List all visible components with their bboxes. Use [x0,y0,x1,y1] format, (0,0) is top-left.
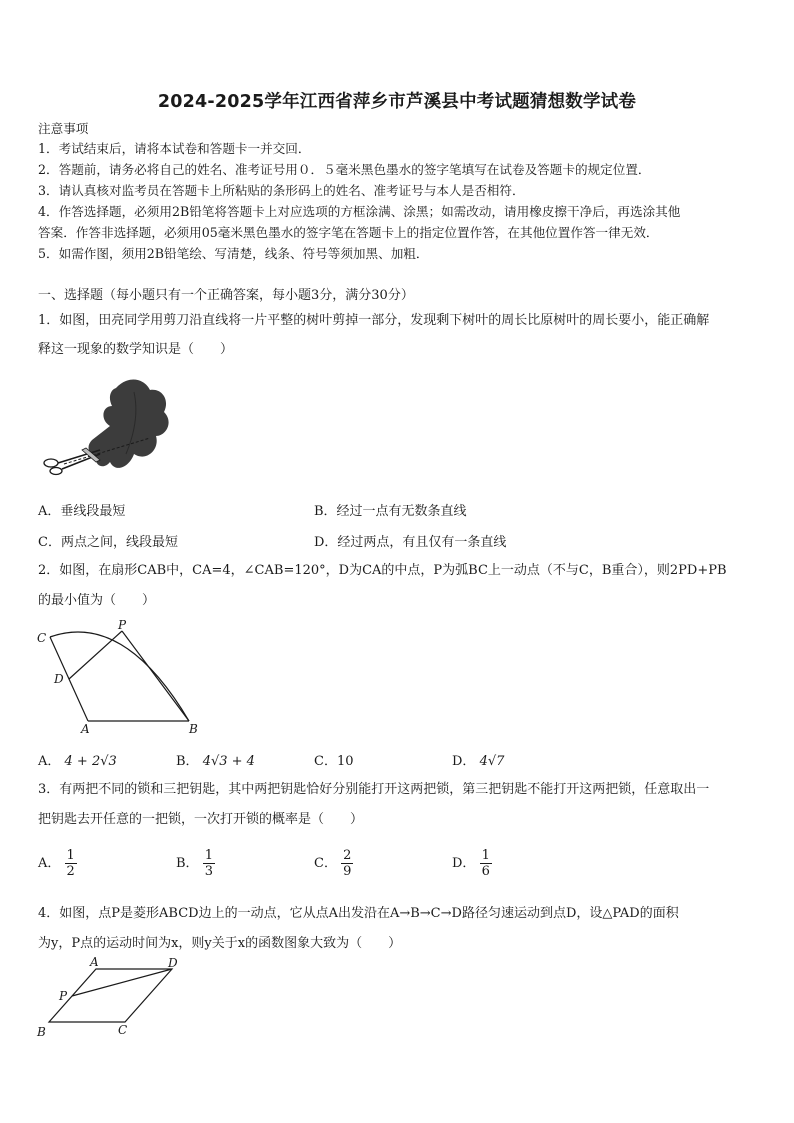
q3-option-d [452,848,492,879]
q3-option-b-num: 1 [204,848,213,863]
q3-stem-line1: 3．有两把不同的锁和三把钥匙，其中两把钥匙恰好分别能打开这两把锁，第三把钥匙不能打开这两把锁，任意取出一 [38,782,710,797]
q3-option-a-num: 1 [66,848,75,863]
label-p: P [118,618,127,632]
q3-option-d-fraction [480,848,492,879]
notice-item-2: 2．答题前，请务必将自己的姓名、准考证号用０．５毫米黑色墨水的签字笔填写在试卷及答题卡的规定位置． [38,162,651,177]
page-title: 2024-2025学年江西省萍乡市芦溪县中考试题猜想数学试卷 [157,92,637,112]
q3-option-c [314,848,353,879]
leaf-scissors-figure [38,370,178,488]
label-a: A [90,956,99,969]
q2-option-a-label: A． [38,754,61,769]
section-heading: 一、选择题（每小题只有一个正确答案，每小题3分，满分30分） [38,288,414,303]
q1-option-a: A．垂线段最短 [38,504,126,519]
q3-option-b-label: B． [176,856,199,871]
notice-item-3: 3．请认真核对监考员在答题卡上所粘贴的条形码上的姓名、准考证号与本人是否相符． [38,183,525,198]
segment-dp [69,631,122,679]
q3-option-d-den: 6 [481,864,490,879]
q2-stem-line1: 2．如图，在扇形CAB中，CA=4，∠CAB=120°，D为CA的中点，P为弧BC上一动点（不与C，B重合），则2PD+PB [38,563,727,578]
leaf-shape [89,380,169,468]
q3-option-a-den: 2 [66,864,75,879]
q3-option-d-num: 1 [481,848,490,863]
scissors-icon [44,448,100,475]
q2-option-a-expr: 4 + 2√3 [64,754,117,769]
q4-stem-line2: 为y，P点的运动时间为x，则y关于x的函数图象大致为（ ） [38,936,402,951]
q1-option-c: C．两点之间，线段最短 [38,535,178,550]
notice-item-5: 5．如需作图，须用2B铅笔绘、写清楚，线条、符号等须加黑、加粗． [38,246,429,261]
q2-option-d [452,750,504,769]
label-b: B [37,1025,46,1039]
q3-option-b-fraction [203,848,215,879]
rhombus-abcd [49,969,172,1022]
q3-option-a-label: A． [38,856,61,871]
label-c: C [37,631,47,645]
notice-item-4-cont: 答案．作答非选择题，必须用05毫米黑色墨水的签字笔在答题卡上的指定位置作答，在其他位置作答一律无效． [38,225,659,240]
q1-stem-line1: 1．如图，田亮同学用剪刀沿直线将一片平整的树叶剪掉一部分，发现剩下树叶的周长比原树叶的周长要小，能正确解 [38,313,710,328]
q3-option-d-label: D． [452,856,476,871]
notice-heading: 注意事项 [38,121,89,136]
q2-option-c: C．10 [314,754,354,769]
q3-option-a [38,848,77,879]
q3-option-b [176,848,215,879]
label-d: D [168,956,178,970]
label-p: P [59,989,68,1003]
q3-option-a-fraction [65,848,77,879]
label-b: B [189,722,198,736]
label-d: D [54,672,64,686]
notice-item-1: 1．考试结束后，请将本试卷和答题卡一并交回． [38,141,311,156]
q2-option-d-expr: 4√7 [479,754,505,769]
q1-option-d: D．经过两点，有且仅有一条直线 [314,535,507,550]
q3-option-c-fraction [341,848,353,879]
q2-option-b-expr: 4√3 + 4 [202,754,255,769]
q2-stem-line2: 的最小值为（ ） [38,593,156,608]
q4-stem-line1: 4．如图，点P是菱形ABCD边上的一动点，它从点A出发沿在A→B→C→D路径匀速运动到点D，设△PAD的面积 [38,906,679,921]
q3-option-c-label: C． [314,856,337,871]
q1-option-b: B．经过一点有无数条直线 [314,504,467,519]
q3-option-c-den: 9 [343,864,352,879]
q2-option-b [176,750,255,769]
q3-option-c-num: 2 [343,848,352,863]
segment-pd [72,969,172,996]
q2-option-d-label: D． [452,754,476,769]
arc-bc [50,632,189,721]
q3-stem-line2: 把钥匙去开任意的一把锁，一次打开锁的概率是（ ） [38,812,364,827]
label-c: C [118,1023,128,1037]
notice-item-4: 4．作答选择题，必须用2B铅笔将答题卡上对应选项的方框涂满、涂黑；如需改动，请用橡皮擦干净后，再选涂其他 [38,204,681,219]
label-a: A [81,722,90,736]
q2-option-b-label: B． [176,754,199,769]
q1-stem-line2: 释这一现象的数学知识是（ ） [38,342,234,357]
rhombus-figure [32,956,192,1042]
q3-option-b-den: 3 [204,864,213,879]
segment-pb [122,631,189,721]
sector-figure [32,617,207,739]
q2-option-a [38,750,117,769]
